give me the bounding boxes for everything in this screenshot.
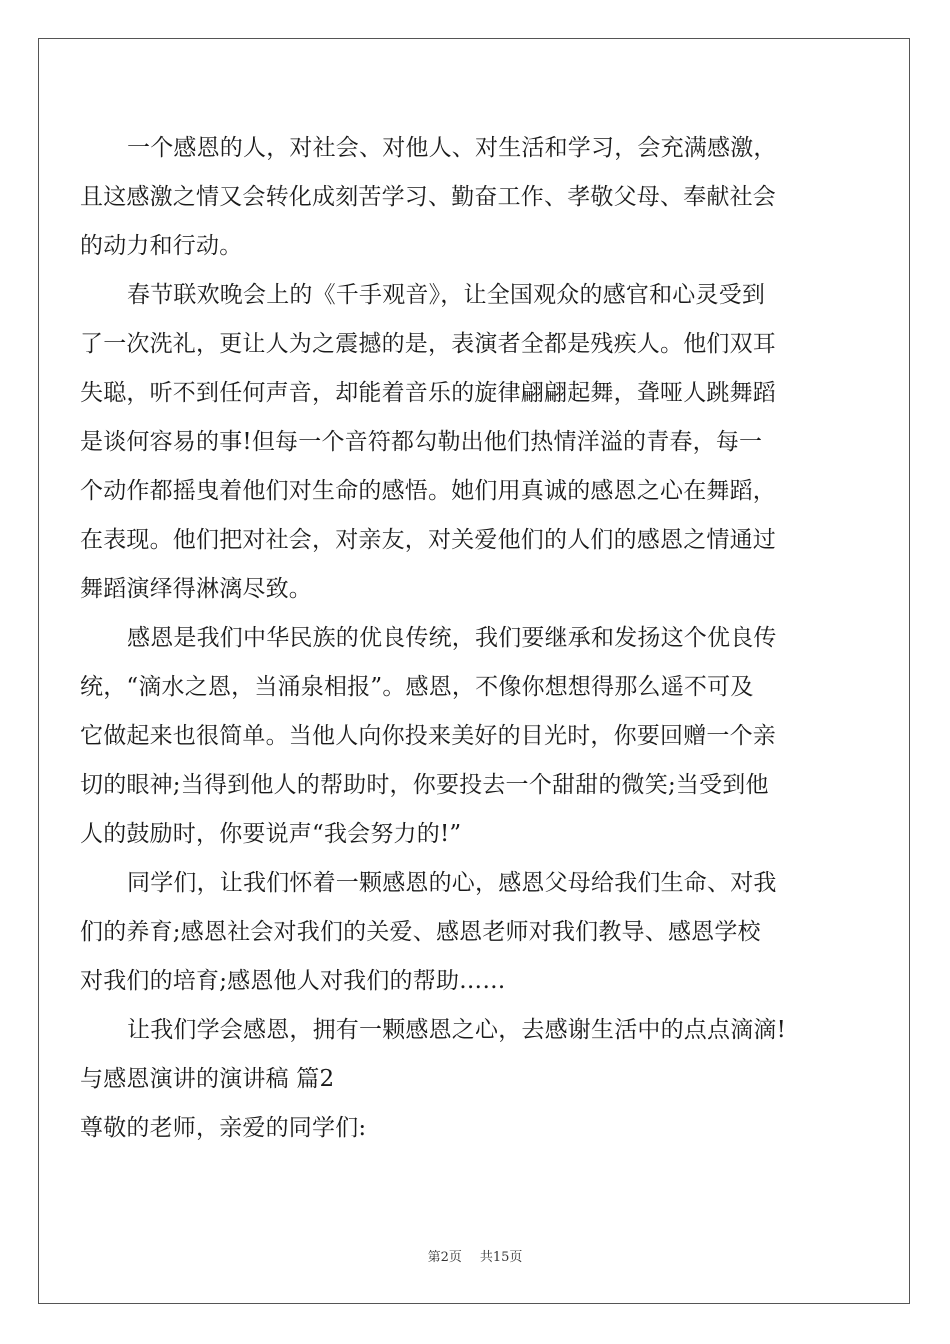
- page-number: 第2页: [427, 1250, 462, 1265]
- paragraph-2: [80, 271, 840, 614]
- paragraph-5: [80, 1006, 840, 1055]
- text-line: 失聪，听不到任何声音，却能着音乐的旋律翩翩起舞，聋哑人跳舞蹈: [80, 380, 776, 406]
- text-line: 切的眼神;当得到他人的帮助时，你要投去一个甜甜的微笑;当受到他: [80, 772, 769, 798]
- page-footer: [0, 1246, 950, 1265]
- text-line: 了一次洗礼，更让人为之震撼的是，表演者全都是残疾人。他们双耳: [80, 331, 776, 357]
- text-line: 在表现。他们把对社会，对亲友，对关爱他们的人们的感恩之情通过: [80, 527, 776, 553]
- text-line: 它做起来也很简单。当他人向你投来美好的目光时，你要回赠一个亲: [80, 723, 776, 749]
- text-line: 春节联欢晚会上的《千手观音》，让全国观众的感官和心灵受到: [127, 282, 766, 308]
- document-body: [80, 124, 840, 1153]
- text-line: 一个感恩的人，对社会、对他人、对生活和学习，会充满感激，: [127, 135, 777, 161]
- text-line: 个动作都摇曳着他们对生命的感悟。她们用真诚的感恩之心在舞蹈，: [80, 478, 776, 504]
- text-line: 对我们的培育;感恩他人对我们的帮助……: [80, 968, 506, 994]
- text-line: 人的鼓励时，你要说声“我会努力的!”: [80, 821, 462, 847]
- page-total: 共15页: [479, 1250, 523, 1265]
- paragraph-3: [80, 614, 840, 859]
- paragraph-1: [80, 124, 840, 271]
- text-line: 统，“滴水之恩，当涌泉相报”。感恩，不像你想想得那么遥不可及: [80, 674, 754, 700]
- text-line: 且这感激之情又会转化成刻苦学习、勤奋工作、孝敬父母、奉献社会: [80, 184, 776, 210]
- text-line: 舞蹈演绎得淋漓尽致。: [80, 576, 312, 602]
- text-line: 感恩是我们中华民族的优良传统，我们要继承和发扬这个优良传: [127, 625, 777, 651]
- text-line: 同学们，让我们怀着一颗感恩的心，感恩父母给我们生命、对我: [127, 870, 777, 896]
- text-line: 的动力和行动。: [80, 233, 243, 259]
- text-line: 是谈何容易的事!但每一个音符都勾勒出他们热情洋溢的青春，每一: [80, 429, 763, 455]
- paragraph-4: [80, 859, 840, 1006]
- text-line: 让我们学会感恩，拥有一颗感恩之心，去感谢生活中的点点滴滴!: [127, 1017, 787, 1043]
- section-heading: 与感恩演讲的演讲稿 篇2: [80, 1066, 335, 1092]
- text-line: 们的养育;感恩社会对我们的关爱、感恩老师对我们教导、感恩学校: [80, 919, 761, 945]
- greeting: 尊敬的老师，亲爱的同学们:: [80, 1115, 367, 1141]
